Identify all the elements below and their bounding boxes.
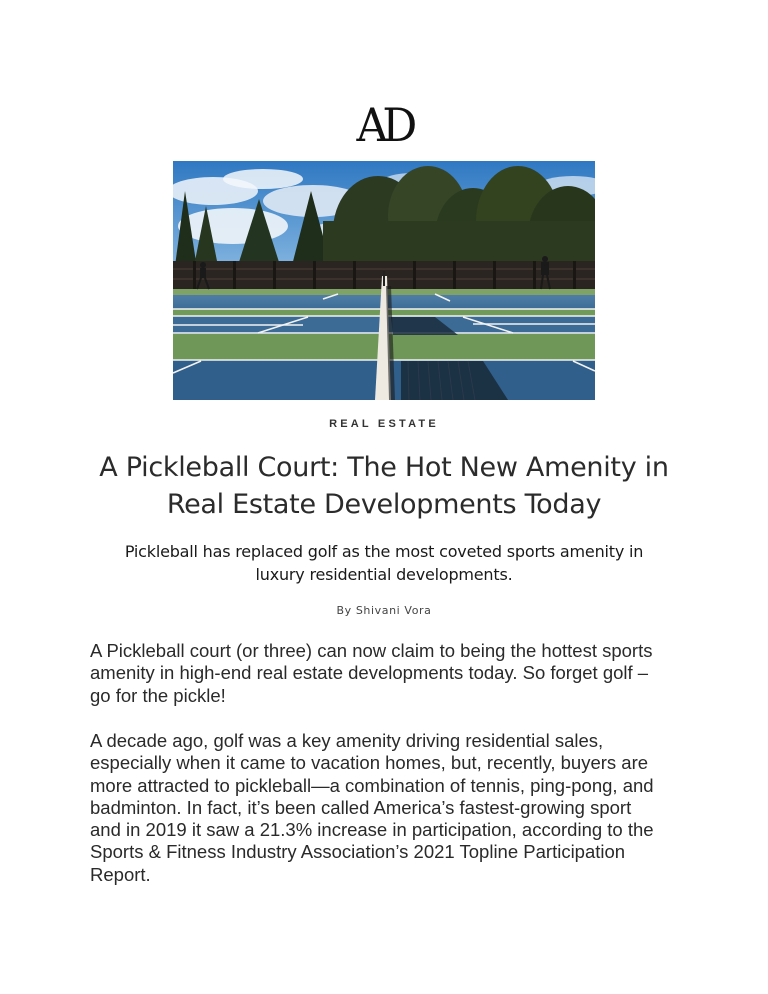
ad-logo-text: AD xyxy=(356,98,412,152)
article-dek xyxy=(60,540,708,586)
paragraph-line: A decade ago, golf was a key amenity driving residential sales, xyxy=(90,730,604,751)
headline-line: A Pickleball Court: The Hot New Amenity in xyxy=(99,452,669,483)
paragraph-line: and in 2019 it saw a 21.3% increase in participation, according to the xyxy=(90,819,654,841)
body-paragraph xyxy=(90,640,690,707)
paragraph-line: especially when it came to vacation homes, but, recently, buyers are xyxy=(90,752,649,774)
paragraph-line: more attracted to pickleball—a combination of tennis, ping-pong, and xyxy=(90,774,654,796)
hero-image xyxy=(173,161,595,400)
body-paragraph xyxy=(90,730,690,886)
section-label[interactable]: REAL ESTATE xyxy=(329,418,439,430)
dek-line: luxury residential developments. xyxy=(255,565,513,584)
paragraph-line: A Pickleball court (or three) can now claim to being the hottest sports xyxy=(90,640,653,661)
paragraph-line: go for the pickle! xyxy=(90,684,226,706)
paragraph-line: Report. xyxy=(90,863,151,885)
paragraph-line: amenity in high-end real estate developments today. So forget golf – xyxy=(90,662,649,684)
paragraph-line: badminton. In fact, it’s been called America’s fastest-growing sport xyxy=(90,796,632,818)
headline-line: Real Estate Developments Today xyxy=(166,489,602,520)
dek-line: Pickleball has replaced golf as the most coveted sports amenity in xyxy=(124,542,644,561)
paragraph-line: Sports & Fitness Industry Association’s 2021 Topline Participation xyxy=(90,841,626,863)
article-headline xyxy=(60,449,708,523)
ad-logo[interactable] xyxy=(0,100,768,150)
byline[interactable]: By Shivani Vora xyxy=(336,604,432,617)
